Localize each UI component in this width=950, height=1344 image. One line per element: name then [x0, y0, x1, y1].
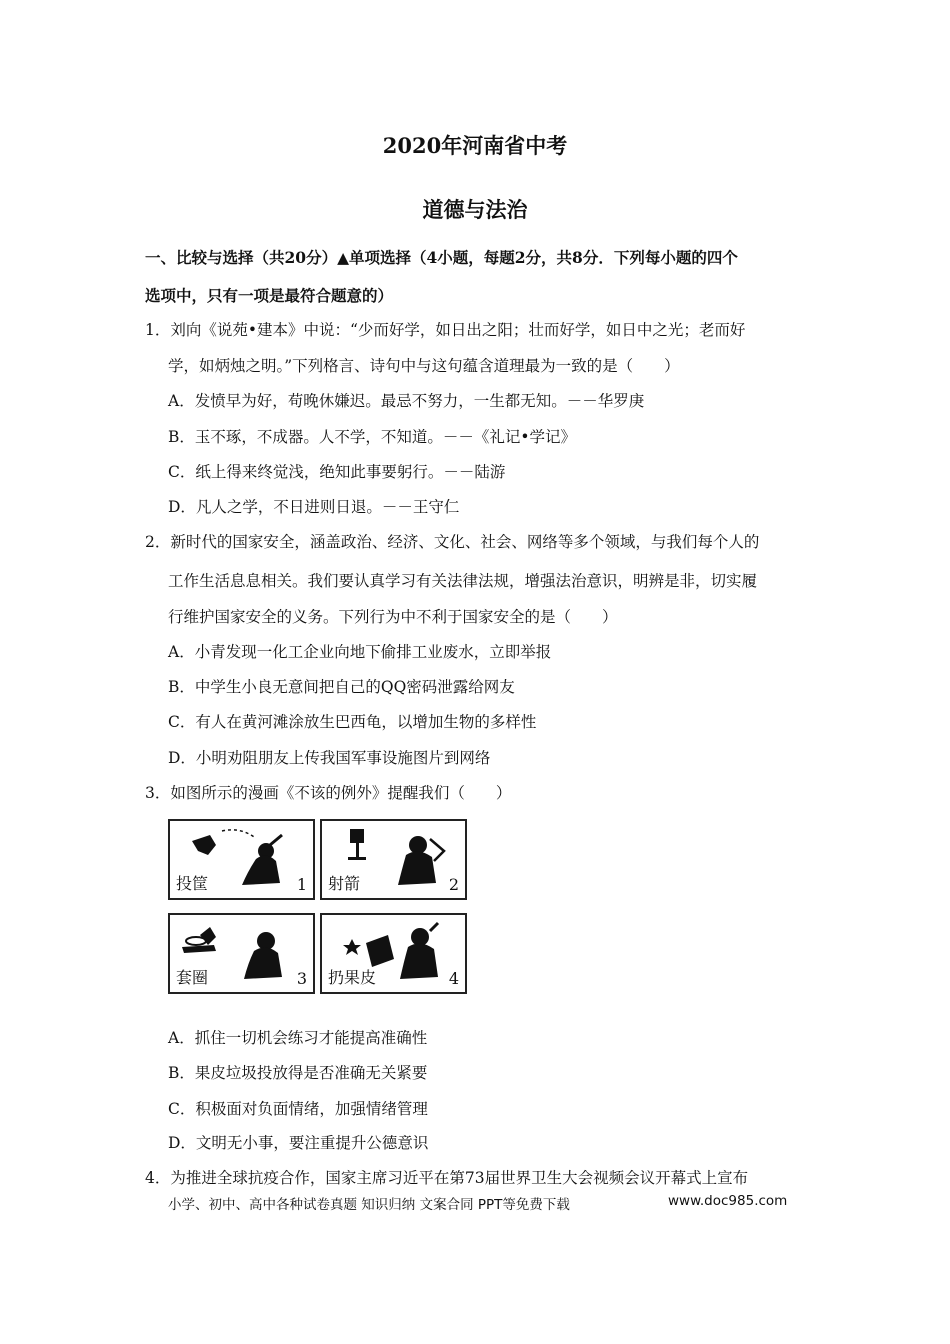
comic-panel-1 — [168, 819, 315, 900]
comic-panel-4-number: 4 — [448, 969, 459, 988]
question-2-stem-line-1: 2．新时代的国家安全，涵盖政治、经济、文化、社会、网络等多个领域，与我们每个人的 — [145, 533, 760, 551]
question-1-option-c: C．纸上得来终觉浅，绝知此事要躬行。－－陆游 — [168, 463, 506, 481]
comic-panel-1-number: 1 — [296, 875, 307, 894]
section-heading-line-2: 选项中，只有一项是最符合题意的） — [145, 286, 394, 305]
question-3-option-d: D．文明无小事，要注重提升公德意识 — [168, 1134, 429, 1152]
comic-panel-2 — [320, 819, 467, 900]
question-1-stem-line-1: 1．刘向《说苑•建本》中说：“少而好学，如日出之阳；壮而好学，如日中之光；老而好 — [145, 321, 746, 339]
page-title: 2020年河南省中考 — [382, 133, 568, 158]
comic-panel-3-number: 3 — [296, 969, 307, 988]
page-subtitle: 道德与法治 — [422, 197, 528, 222]
question-1-option-d: D．凡人之学，不日进则日退。－－王守仁 — [168, 498, 460, 516]
question-2-option-d: D．小明劝阻朋友上传我国军事设施图片到网络 — [168, 749, 491, 767]
question-2-option-a: A．小青发现一化工企业向地下偷排工业废水，立即举报 — [168, 643, 552, 661]
question-2-option-c: C．有人在黄河滩涂放生巴西龟，以增加生物的多样性 — [168, 713, 537, 731]
section-heading-line-1: 一、比较与选择（共20分）▲单项选择（4小题，每题2分，共8分．下列每小题的四个 — [145, 248, 738, 267]
comic-panel-3-label: 套圈 — [176, 968, 209, 987]
question-3-option-c: C．积极面对负面情绪，加强情绪管理 — [168, 1100, 428, 1118]
comic-panel-4 — [320, 913, 467, 994]
question-2-stem-line-3: 行维护国家安全的义务。下列行为中不利于国家安全的是（ ） — [168, 608, 618, 626]
question-1-option-b: B．玉不琢，不成器。人不学，不知道。－－《礼记•学记》 — [168, 428, 577, 446]
question-1-option-a: A．发愤早为好，苟晚休嫌迟。最忌不努力，一生都无知。－－华罗庚 — [168, 392, 645, 410]
comic-panel-2-number: 2 — [448, 875, 459, 894]
comic-panel-1-label: 投筐 — [176, 874, 209, 893]
question-3-stem: 3．如图所示的漫画《不该的例外》提醒我们（ ） — [145, 784, 512, 802]
footer-text: 小学、初中、高中各种试卷真题 知识归纳 文案合同 PPT等免费下载 — [168, 1197, 570, 1213]
question-3-option-a: A．抓住一切机会练习才能提高准确性 — [168, 1029, 428, 1047]
question-2-option-b: B．中学生小良无意间把自己的QQ密码泄露给网友 — [168, 678, 515, 696]
footer-url[interactable]: www.doc985.com — [668, 1193, 788, 1209]
question-1-stem-line-2: 学，如炳烛之明。”下列格言、诗句中与这句蕴含道理最为一致的是（ ） — [168, 357, 680, 375]
comic-panel-4-label: 扔果皮 — [328, 968, 377, 987]
question-4-stem-line-1: 4．为推进全球抗疫合作，国家主席习近平在第73届世界卫生大会视频会议开幕式上宣布 — [145, 1169, 749, 1187]
question-3-option-b: B．果皮垃圾投放得是否准确无关紧要 — [168, 1064, 428, 1082]
comic-panel-3 — [168, 913, 315, 994]
question-2-stem-line-2: 工作生活息息相关。我们要认真学习有关法律法规，增强法治意识，明辨是非，切实履 — [168, 572, 758, 590]
comic-panel-2-label: 射箭 — [328, 874, 361, 893]
